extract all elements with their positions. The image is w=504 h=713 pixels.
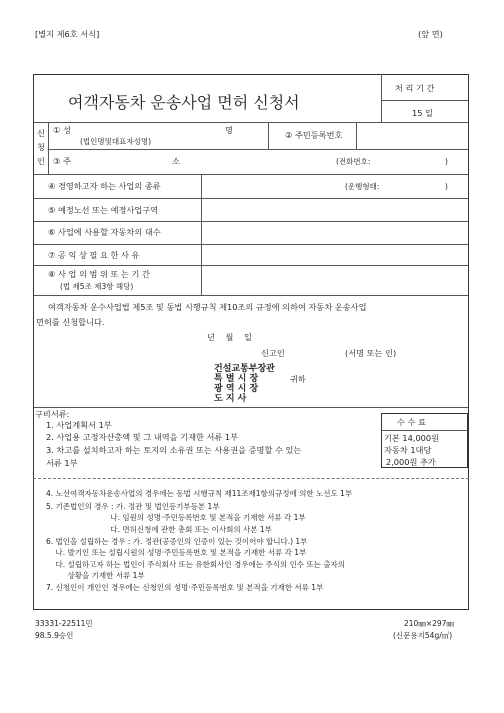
recipient-line-4: 도 지 사 [214,394,247,404]
statement-line-2: 면허를 신청합니다. [36,317,105,327]
approval-date: 98.5.9승인 [35,631,74,640]
document-item-3-cont: 서류 1부 [46,458,78,468]
fee-line-2: 자동차 1대당 [384,445,432,455]
statement-line-1: 여객자동차 운수사업법 제5조 및 동법 시행규칙 제10조의 규정에 의하여 자동차 운송사업 [48,302,367,312]
note-4: 4. 노선여객자동차운송사업의 경우에는 동법 시행규칙 제11조제1항의규정에 의한 노선도 1부 [46,489,353,498]
page-side-label: (앞 면) [418,29,443,39]
address-label: ③ 주 [53,156,71,166]
phone-close: ) [445,157,448,166]
form-code: 33331-22511민 [35,619,93,628]
operation-type-label: (운행형태: [345,182,380,191]
paper-size: 210㎜×297㎜ [404,619,454,628]
applicant-char-1: 신 [37,128,45,138]
address-label-end: 소 [172,156,180,166]
note-7: 7. 신청인이 개인인 경우에는 신청인의 성명·주민등록번호 및 본적을 기재한 서류 1부 [46,583,324,592]
fee-label: 수 수 료 [397,417,426,427]
document-item-3: 3. 차고를 설치하고자 하는 토지의 소유권 또는 사용권을 증명할 수 있는 [46,445,302,455]
name-label: ① 성 [53,125,71,135]
note-6: 6. 법인을 설립하는 경우 : 가. 정관(공증인의 인증이 있는 것이어야 합니다.) 1부 [46,537,308,546]
document-item-1: 1. 사업계획서 1부 [46,420,112,430]
public-interest-label: ⑦ 공 익 상 필 요 한 사 유 [48,250,140,260]
sign-label: (서명 또는 인) [345,348,397,358]
note-5-c: 다. 면허신청에 관한 총회 또는 이사회의 사본 1부 [46,525,272,534]
business-type-label: ④ 경영하고자 하는 사업의 종류 [48,181,161,191]
recipient-line-2: 특 별 시 장 [214,374,259,384]
honorific: 귀하 [290,374,306,384]
date-line: 년 월 일 [207,332,252,342]
recipient-line-1: 건설교통부장관 [214,364,275,374]
form-title: 여객자동차 운송사업 면허 신청서 [68,93,300,112]
applicant-char-3: 인 [37,156,45,166]
note-6-c-cont: 상황을 기재한 서류 1부 [46,571,145,580]
note-6-c: 다. 설립하고자 하는 법인이 주식회사 또는 유한회사인 경우에는 주식의 인수 또는 출자의 [46,560,345,569]
vehicle-count-label: ⑥ 사업에 사용할 자동차의 대수 [48,227,161,237]
operation-type-close: ) [445,182,448,191]
note-5-b: 나. 임원의 성명·주민등록번호 및 본적을 기재한 서류 각 1부 [46,513,306,522]
applicant-sign-label: 신고인 [261,348,285,358]
name-label-end: 명 [225,125,233,135]
name-sublabel: (법인명및대표자성명) [80,137,152,146]
document-item-2: 2. 사업용 고정자산총액 및 그 내역을 기재한 서류 1부 [46,432,239,442]
processing-period-value: 15 일 [412,108,433,118]
note-5: 5. 기존법인의 경우 : 가. 정관 및 법인등기부등본 1부 [46,502,220,511]
route-label: ⑤ 예정노선 또는 예정사업구역 [48,205,159,215]
note-6-b: 나. 발기인 또는 설립시원의 성명·주민등록번호 및 본적을 기재한 서류 각 1부 [46,548,307,557]
paper-type: (신문용지54g/㎡) [393,631,453,640]
form-number: [별지 제6호 서식] [35,29,100,39]
fee-line-3: 2,000원 추가 [386,457,436,467]
applicant-char-2: 청 [37,142,45,152]
processing-period-label: 처 리 기 간 [395,83,435,93]
fee-line-1: 기본 14,000원 [384,433,439,443]
scope-label: ⑧ 사 업 의 범 위 또 는 기 간 [48,269,150,279]
phone-label: (전화번호: [336,157,371,166]
scope-sublabel: (법 제5조 제3항 해당) [60,282,134,291]
recipient-line-3: 광 역 시 장 [214,384,259,394]
documents-header: 구비서류: [35,409,70,419]
resident-id-label: ② 주민등록번호 [285,130,343,140]
